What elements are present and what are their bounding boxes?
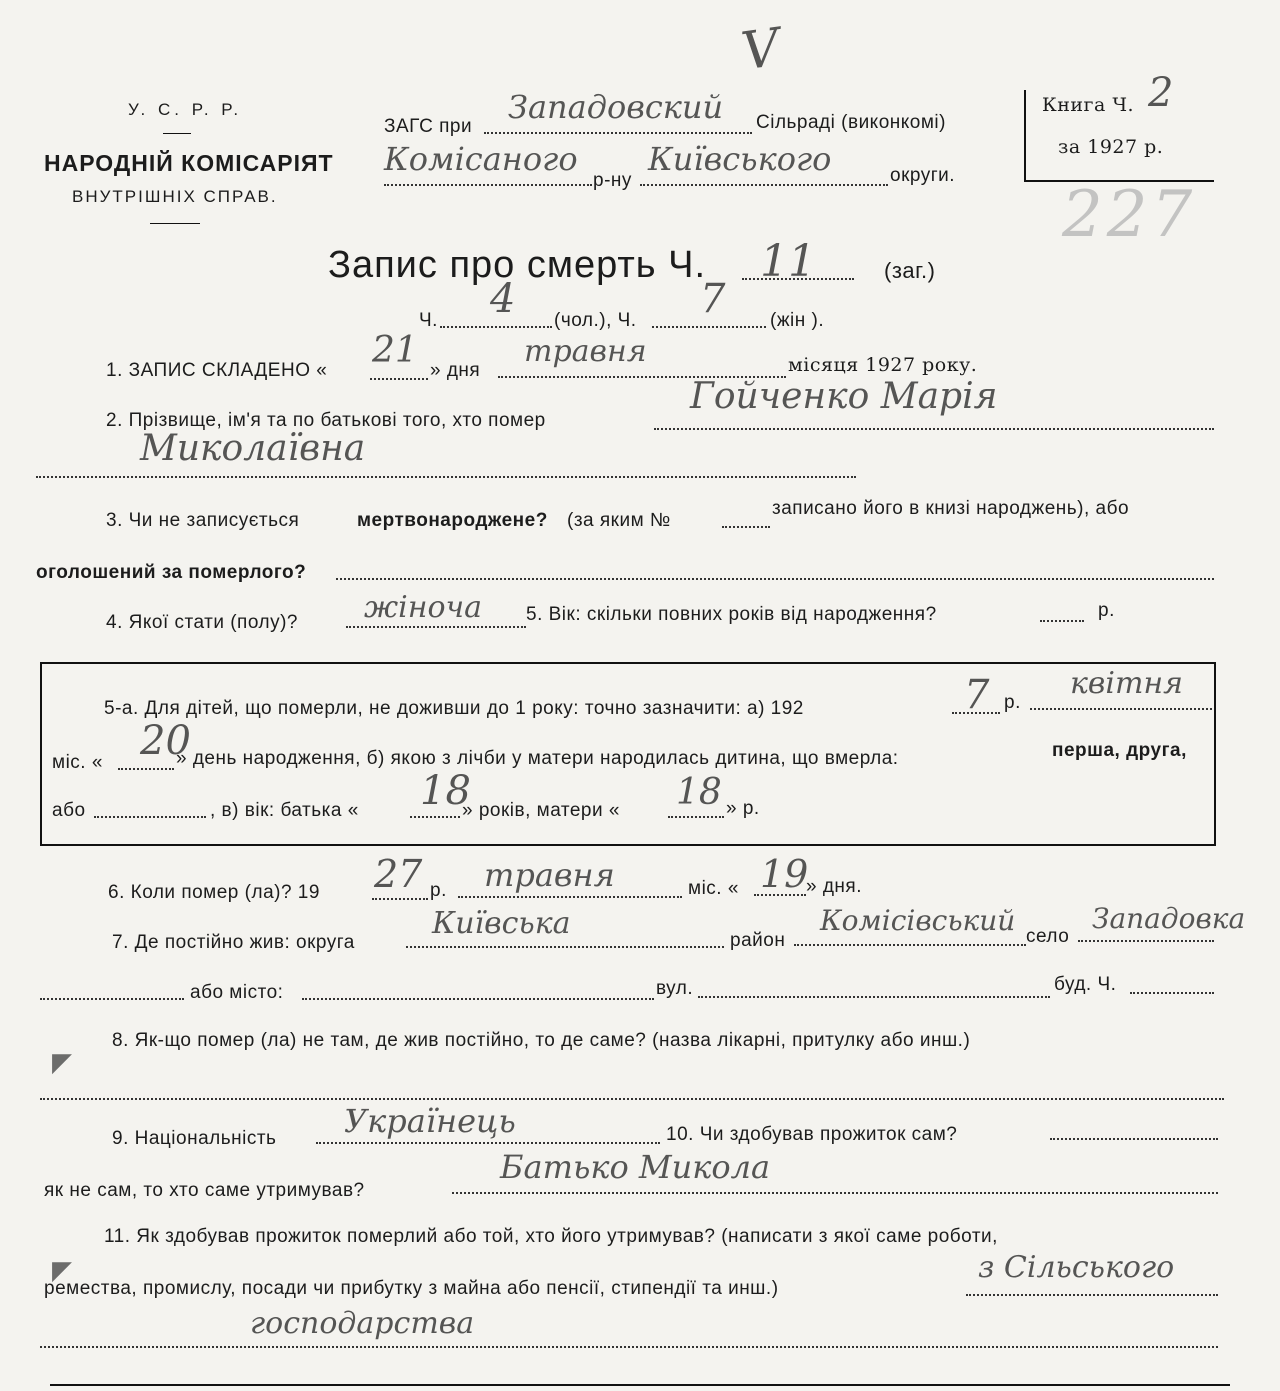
field-5-unit: р. — [1098, 600, 1115, 621]
field-4-label: 4. Якої стати (полу)? — [106, 612, 298, 633]
field-3-label-e: оголошений за померлого? — [36, 562, 307, 583]
field-7-street-line — [698, 996, 1050, 998]
district-value: Комісаного — [384, 140, 578, 178]
field-6-label: 6. Коли помер (ла)? 19 — [108, 882, 320, 903]
divider — [150, 223, 200, 224]
field-11-value-b: господарства — [250, 1306, 475, 1341]
record-title: Запис про смерть Ч. — [328, 244, 707, 286]
field-1-mid: » дня — [430, 360, 481, 381]
field-5a-line-2: » день народження, б) якою з лічби у матери народилась дитина, що вмерла: — [176, 748, 899, 769]
field-6-year: 27 — [374, 852, 423, 896]
okrug-label: округи. — [890, 165, 956, 186]
field-5a-order-line — [94, 816, 206, 818]
field-5a-line-3b: » років, матери « — [462, 800, 620, 821]
book-label: Книга Ч. — [1042, 94, 1135, 116]
field-6-r: р. — [430, 880, 447, 901]
field-11-line-1 — [966, 1294, 1218, 1296]
field-5a-day-line — [118, 768, 174, 770]
field-1-month: травня — [524, 334, 647, 369]
book-box-bottom — [1024, 180, 1214, 182]
women-label: (жін ). — [770, 310, 825, 331]
field-3-label-b: мертвонароджене? — [357, 510, 548, 531]
field-2-line-1 — [654, 428, 1214, 430]
field-5a-mother-line — [668, 816, 724, 818]
field-9-value: Українець — [344, 1102, 516, 1140]
side-archive-number: 227 — [1062, 178, 1197, 252]
field-9-line — [316, 1142, 660, 1144]
field-11-label-b: ремества, промислу, посади чи прибутку з майна або пенсії, стипендії та инш.) — [44, 1278, 779, 1299]
field-5-line — [1040, 620, 1084, 622]
men-line — [440, 326, 552, 328]
field-1-tail: місяця 1927 року. — [788, 354, 978, 376]
book-year: за 1927 р. — [1058, 136, 1164, 158]
men-prefix: Ч. — [419, 310, 438, 331]
field-5a-r: р. — [1004, 692, 1021, 713]
field-2-label: 2. Прізвище, ім'я та по батькові того, хто помер — [106, 410, 546, 431]
field-7-building-line — [1130, 992, 1214, 994]
field-7-label: 7. Де постійно жив: округа — [112, 932, 355, 953]
field-7-okrug-line — [406, 946, 724, 948]
zags-village-line — [484, 132, 752, 134]
field-4-value: жіноча — [364, 590, 483, 625]
book-number: 2 — [1148, 70, 1174, 116]
field-7-vul: вул. — [656, 978, 694, 999]
field-10-b-label: як не сам, то хто саме утримував? — [44, 1180, 365, 1201]
okrug-line — [640, 184, 888, 186]
field-3-label-a: 3. Чи не записується — [106, 510, 300, 531]
field-2-name-2: Миколаївна — [140, 428, 366, 469]
field-5a-father: 18 — [420, 768, 471, 814]
field-1-day: 21 — [372, 330, 418, 371]
field-1-day-line — [370, 378, 428, 380]
field-5a-year: 7 — [964, 672, 990, 718]
record-number: 11 — [760, 236, 816, 287]
zags-prefix: ЗАГС при — [384, 116, 473, 137]
field-7-bud: буд. Ч. — [1054, 974, 1117, 995]
field-10-b-value: Батько Микола — [500, 1148, 771, 1186]
field-11-label-a: 11. Як здобував прожиток померлий або той, хто його утримував? (написати з якої саме роботи, — [104, 1226, 998, 1247]
field-11-line-2 — [40, 1346, 1218, 1348]
zags-suffix: Сільраді (виконкомі) — [756, 112, 946, 133]
field-7-rayon-line — [794, 944, 1026, 946]
field-9-label: 9. Національність — [112, 1128, 277, 1149]
field-6-year-line — [372, 898, 428, 900]
men-number: 4 — [490, 276, 516, 322]
field-6-tail: » дня. — [806, 876, 862, 897]
district-line — [384, 184, 592, 186]
commissariat-label: НАРОДНІЙ КОМІСАРІЯТ — [44, 150, 334, 176]
field-5a-father-line — [410, 816, 460, 818]
field-3-number-line — [722, 526, 770, 528]
field-5a-line-1: 5-а. Для дітей, що померли, не доживши до 1 року: точно зазначити: а) 192 — [104, 698, 804, 719]
margin-mark: ◤ — [52, 1048, 72, 1078]
rnu-label: р-ну — [593, 170, 632, 191]
field-3-label-c: (за яким № — [567, 510, 671, 531]
men-label: (чол.), Ч. — [554, 310, 637, 331]
field-5a-mis: міс. « — [52, 752, 103, 773]
field-5a-mother: 18 — [676, 772, 722, 813]
field-7-selo-line — [1078, 940, 1214, 942]
zags-village-value: Западовский — [508, 88, 724, 126]
field-7-okrug: Київська — [432, 906, 571, 941]
field-6-month-line — [458, 896, 682, 898]
field-8-label: 8. Як-що помер (ла) не там, де жив постійно, то де саме? (назва лікарні, притулку або инш.) — [112, 1030, 971, 1051]
bottom-rule — [50, 1384, 1230, 1386]
field-6-month: травня — [484, 856, 615, 894]
field-8-line — [40, 1098, 1224, 1100]
field-2-line-2 — [36, 476, 856, 478]
field-3-line — [336, 578, 1214, 580]
book-box-left — [1024, 90, 1026, 182]
field-7-city-line — [302, 998, 654, 1000]
field-2-name-1: Гойченко Марія — [690, 376, 998, 417]
field-5a-order-first: перша, друга, — [1052, 740, 1187, 761]
women-line — [652, 326, 766, 328]
field-7-selo-label: село — [1026, 926, 1070, 947]
field-5a-line-3c: » р. — [726, 798, 760, 819]
field-6-day: 19 — [760, 852, 809, 896]
field-5a-abo: або — [52, 800, 86, 821]
field-7-rayon: Комісівський — [820, 904, 1016, 937]
field-3-label-d: записано його в книзі народжень), або — [772, 498, 1130, 519]
field-7-abo: або місто: — [190, 982, 284, 1003]
field-4-line — [346, 626, 526, 628]
field-5a-month: квітня — [1070, 666, 1184, 701]
record-suffix: (заг.) — [884, 258, 936, 283]
divider — [163, 133, 191, 134]
field-5a-day: 20 — [140, 718, 191, 764]
record-number-line — [742, 278, 854, 280]
field-6-mis: міс. « — [688, 878, 739, 899]
margin-mark: ◤ — [52, 1256, 72, 1286]
field-7-rayon-label: район — [730, 930, 786, 951]
okrug-value: Київського — [648, 140, 832, 178]
women-number: 7 — [700, 276, 726, 322]
department-label: ВНУТРІШНІХ СПРАВ. — [72, 187, 278, 206]
republic-label: У. С. Р. Р. — [128, 100, 243, 119]
field-10-b-line — [452, 1192, 1218, 1194]
field-5-label: 5. Вік: скільки повних років від народження? — [526, 604, 937, 625]
field-5a-line-3a: , в) вік: батька « — [210, 800, 359, 821]
field-10-line — [1050, 1138, 1218, 1140]
field-11-value-a: з Сільського — [978, 1250, 1175, 1285]
field-5a-month-line — [1030, 708, 1212, 710]
field-10-label: 10. Чи здобував прожиток сам? — [666, 1124, 958, 1145]
field-7-selo: Западовка — [1092, 902, 1246, 935]
field-7-extra-line — [40, 998, 184, 1000]
top-check-mark: V — [738, 17, 784, 83]
field-1-label: 1. ЗАПИС СКЛАДЕНО « — [106, 360, 328, 381]
